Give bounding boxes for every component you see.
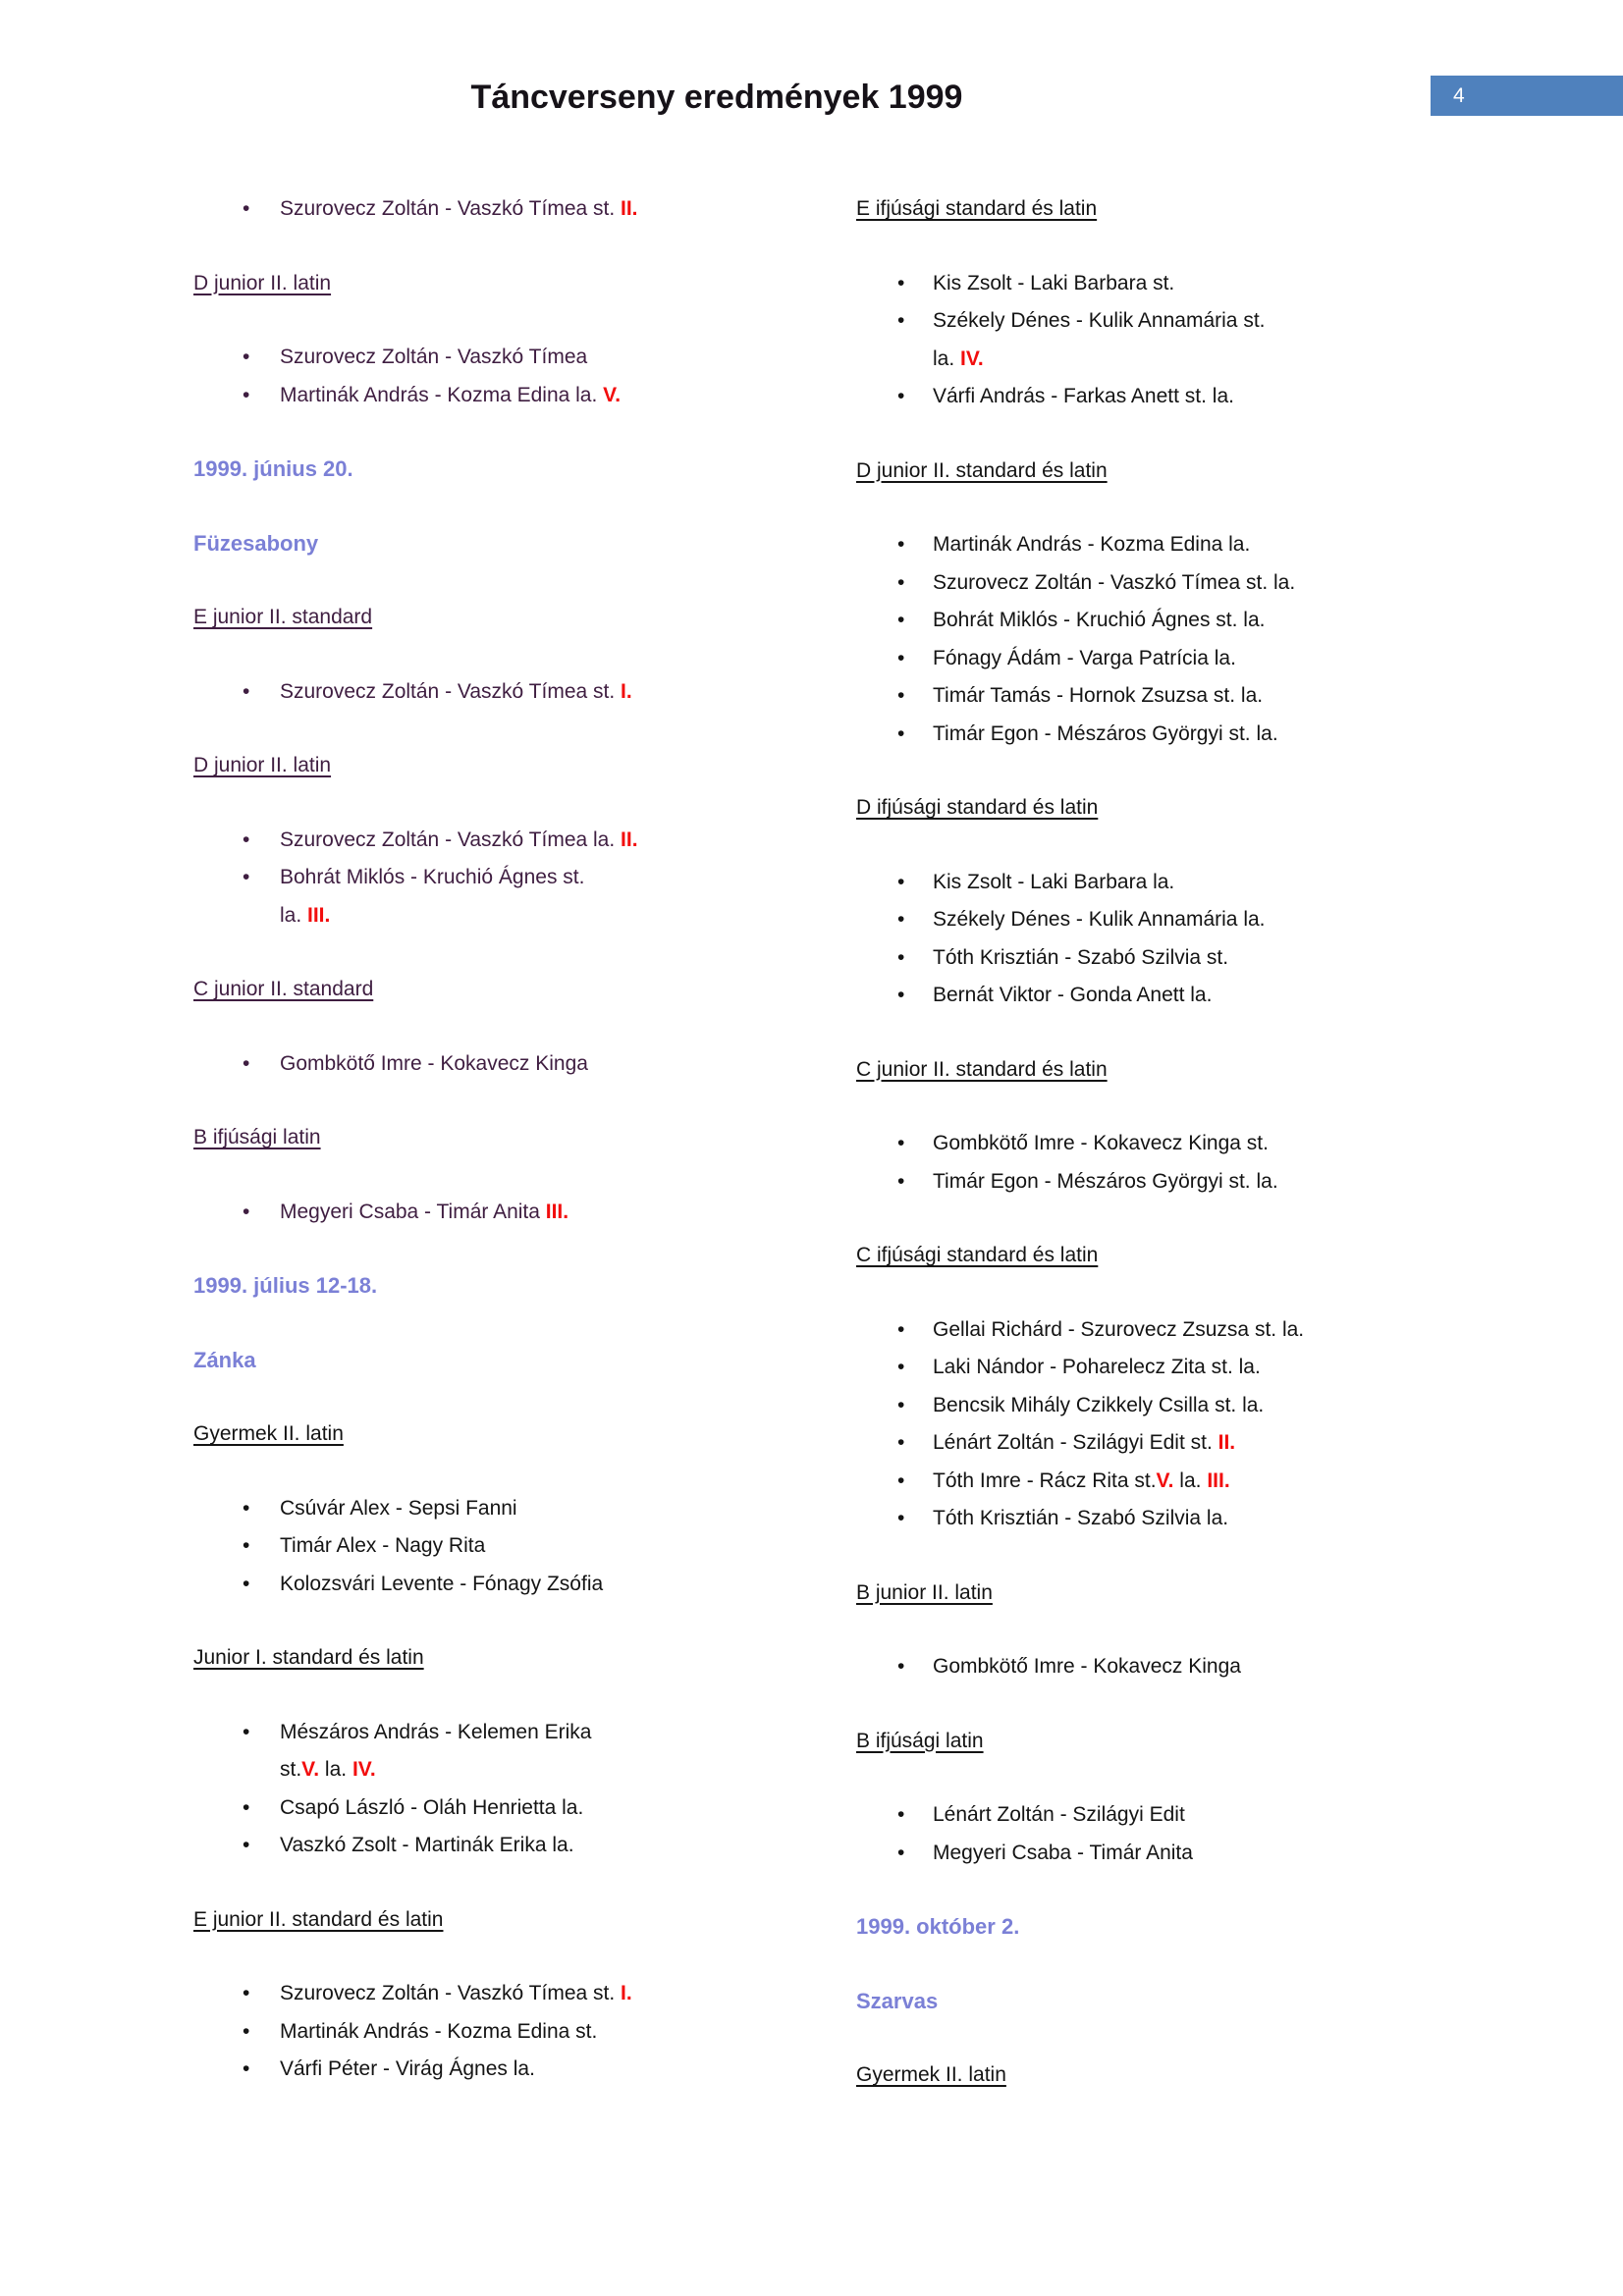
result-item bbox=[856, 1835, 1504, 1873]
bullet-icon: • bbox=[897, 1431, 905, 1454]
result-list bbox=[856, 864, 1504, 1015]
result-item bbox=[856, 1125, 1504, 1163]
result-text: Mészáros András - Kelemen Erika bbox=[280, 1720, 592, 1743]
section-heading: Gyermek II. latin bbox=[856, 2063, 1006, 2086]
result-item bbox=[856, 1500, 1504, 1538]
section-heading: B ifjúsági latin bbox=[856, 1729, 984, 1752]
bullet-icon: • bbox=[897, 1841, 905, 1864]
section-heading: B junior II. latin bbox=[856, 1580, 993, 1604]
result-text: Csapó László - Oláh Henrietta la. bbox=[280, 1795, 584, 1819]
result-item bbox=[856, 1424, 1504, 1463]
result-item bbox=[193, 859, 802, 897]
bullet-icon: • bbox=[243, 346, 250, 368]
result-item bbox=[856, 1311, 1504, 1350]
bullet-icon: • bbox=[897, 1132, 905, 1154]
bullet-icon: • bbox=[897, 646, 905, 669]
bullet-icon: • bbox=[243, 828, 250, 851]
rank-value: III. bbox=[545, 1200, 569, 1223]
event-date: 1999. június 20. bbox=[193, 456, 353, 481]
result-text: Kis Zsolt - Laki Barbara st. bbox=[933, 271, 1175, 294]
result-item bbox=[193, 2051, 802, 2089]
result-text: la. bbox=[319, 1758, 352, 1781]
event-city: Szarvas bbox=[856, 1988, 939, 2013]
result-item-continuation bbox=[856, 341, 1504, 379]
result-item bbox=[193, 1714, 802, 1752]
bullet-icon: • bbox=[243, 2057, 250, 2080]
bullet-icon: • bbox=[243, 1572, 250, 1595]
rank-value: III. bbox=[1207, 1468, 1230, 1492]
bullet-icon: • bbox=[897, 945, 905, 969]
result-list bbox=[193, 1714, 802, 1865]
result-list bbox=[193, 1045, 802, 1084]
result-text: Várfi Péter - Virág Ágnes la. bbox=[280, 2057, 535, 2080]
result-text: la. bbox=[933, 347, 961, 370]
result-list bbox=[193, 1490, 802, 1604]
result-text: la. bbox=[280, 903, 308, 927]
result-text: Gombkötő Imre - Kokavecz Kinga bbox=[280, 1051, 588, 1075]
result-item bbox=[193, 1566, 802, 1604]
result-item bbox=[856, 602, 1504, 640]
result-text: Vaszkó Zsolt - Martinák Erika la. bbox=[280, 1834, 574, 1856]
result-text: Kolozsvári Levente - Fónagy Zsófia bbox=[280, 1572, 604, 1595]
result-item bbox=[856, 1648, 1504, 1686]
result-text: Tóth Imre - Rácz Rita st. bbox=[933, 1468, 1157, 1492]
rank-value: IV. bbox=[960, 347, 984, 370]
bullet-icon: • bbox=[897, 1507, 905, 1529]
bullet-icon: • bbox=[897, 609, 905, 631]
result-text: Szurovecz Zoltán - Vaszkó Tímea st. bbox=[280, 197, 622, 220]
result-text: Szurovecz Zoltán - Vaszkó Tímea bbox=[280, 346, 588, 368]
result-text: Csúvár Alex - Sepsi Fanni bbox=[280, 1496, 517, 1520]
result-item bbox=[856, 977, 1504, 1015]
event-city: Füzesabony bbox=[193, 530, 319, 556]
rank-value: V. bbox=[603, 383, 622, 406]
result-list bbox=[856, 265, 1504, 416]
section-heading: B ifjúsági latin bbox=[193, 1126, 321, 1148]
result-text: Gombkötő Imre - Kokavecz Kinga st. bbox=[933, 1132, 1269, 1154]
rank-value: IV. bbox=[352, 1758, 376, 1781]
result-list bbox=[856, 1796, 1504, 1872]
bullet-icon: • bbox=[243, 679, 250, 703]
result-item bbox=[193, 2013, 802, 2052]
section-heading: E junior II. standard bbox=[193, 606, 373, 628]
result-list bbox=[856, 1311, 1504, 1538]
result-text: Szurovecz Zoltán - Vaszkó Tímea st. bbox=[280, 1982, 622, 2004]
result-text: Lénárt Zoltán - Szilágyi Edit st. bbox=[933, 1431, 1218, 1454]
result-item bbox=[193, 1827, 802, 1865]
rank-value: II. bbox=[621, 197, 638, 220]
rank-value: III. bbox=[307, 903, 331, 927]
result-text: Martinák András - Kozma Edina la. bbox=[280, 383, 604, 406]
result-item bbox=[856, 1163, 1504, 1201]
result-item bbox=[856, 378, 1504, 416]
section-heading: C ifjúsági standard és latin bbox=[856, 1244, 1099, 1266]
bullet-icon: • bbox=[243, 866, 250, 888]
bullet-icon: • bbox=[897, 1468, 905, 1492]
section-heading: E ifjúsági standard és latin bbox=[856, 197, 1098, 220]
bullet-icon: • bbox=[897, 908, 905, 931]
bullet-icon: • bbox=[897, 533, 905, 556]
bullet-icon: • bbox=[897, 385, 905, 407]
section-heading: D junior II. latin bbox=[193, 271, 332, 294]
bullet-icon: • bbox=[897, 1803, 905, 1826]
result-item bbox=[193, 1194, 802, 1232]
result-item bbox=[856, 939, 1504, 978]
result-item bbox=[856, 526, 1504, 564]
result-text: Székely Dénes - Kulik Annamária st. bbox=[933, 309, 1266, 332]
result-text: Martinák András - Kozma Edina st. bbox=[280, 2019, 598, 2043]
result-item bbox=[193, 1527, 802, 1566]
result-item-continuation bbox=[193, 897, 802, 935]
result-text: Laki Nándor - Poharelecz Zita st. la. bbox=[933, 1356, 1261, 1378]
bullet-icon: • bbox=[243, 1051, 250, 1075]
result-list bbox=[193, 339, 802, 414]
result-item bbox=[856, 716, 1504, 754]
result-item bbox=[193, 190, 802, 229]
bullet-icon: • bbox=[243, 197, 250, 220]
section-heading: C junior II. standard bbox=[193, 978, 374, 1000]
rank-value: I. bbox=[621, 679, 632, 703]
bullet-icon: • bbox=[897, 1356, 905, 1378]
result-text: Gombkötő Imre - Kokavecz Kinga bbox=[933, 1655, 1241, 1678]
result-text: Timár Egon - Mészáros Györgyi st. la. bbox=[933, 1169, 1278, 1193]
bullet-icon: • bbox=[243, 1795, 250, 1819]
event-date: 1999. október 2. bbox=[856, 1914, 1020, 1939]
result-item bbox=[193, 1490, 802, 1528]
bullet-icon: • bbox=[897, 570, 905, 594]
section-heading: Junior I. standard és latin bbox=[193, 1646, 424, 1669]
rank-value: II. bbox=[1217, 1431, 1236, 1454]
result-list bbox=[856, 1648, 1504, 1686]
result-item bbox=[193, 1975, 802, 2013]
section-heading: D junior II. standard és latin bbox=[856, 458, 1108, 482]
result-list bbox=[193, 1194, 802, 1232]
page-number-badge bbox=[1431, 76, 1623, 116]
result-text: Timár Egon - Mészáros Györgyi st. la. bbox=[933, 721, 1278, 745]
result-item bbox=[856, 640, 1504, 678]
event-date: 1999. július 12-18. bbox=[193, 1273, 378, 1298]
result-text: st. bbox=[280, 1758, 302, 1781]
result-text: Szurovecz Zoltán - Vaszkó Tímea st. bbox=[280, 679, 622, 703]
bullet-icon: • bbox=[897, 1655, 905, 1678]
result-text: Gellai Richárd - Szurovecz Zsuzsa st. la. bbox=[933, 1317, 1305, 1341]
section-heading: D junior II. latin bbox=[193, 754, 332, 776]
result-item-continuation bbox=[193, 1751, 802, 1789]
column-right bbox=[856, 190, 1504, 2131]
bullet-icon: • bbox=[897, 1317, 905, 1341]
result-list bbox=[193, 190, 802, 229]
result-text: Székely Dénes - Kulik Annamária la. bbox=[933, 908, 1266, 931]
result-text: Bohrát Miklós - Kruchió Ágnes st. la. bbox=[933, 609, 1266, 631]
bullet-icon: • bbox=[897, 271, 905, 294]
result-item bbox=[856, 1387, 1504, 1425]
bullet-icon: • bbox=[243, 1200, 250, 1223]
result-text: Tóth Krisztián - Szabó Szilvia st. bbox=[933, 945, 1229, 969]
result-item bbox=[856, 1463, 1504, 1501]
page-title: Táncverseny eredmények 1999 bbox=[470, 79, 963, 116]
result-item bbox=[856, 677, 1504, 716]
section-heading: E junior II. standard és latin bbox=[193, 1907, 444, 1931]
result-text: Bencsik Mihály Czikkely Csilla st. la. bbox=[933, 1393, 1265, 1416]
result-item bbox=[856, 265, 1504, 303]
event-city: Zánka bbox=[193, 1347, 256, 1372]
bullet-icon: • bbox=[243, 2019, 250, 2043]
result-text: la. bbox=[1173, 1468, 1208, 1492]
rank-value: I. bbox=[621, 1982, 632, 2004]
section-heading: Gyermek II. latin bbox=[193, 1422, 344, 1445]
page-number: 4 bbox=[1453, 84, 1465, 107]
column-left bbox=[193, 190, 802, 2125]
result-text: Martinák András - Kozma Edina la. bbox=[933, 533, 1251, 556]
result-text: Timár Alex - Nagy Rita bbox=[280, 1534, 486, 1557]
bullet-icon: • bbox=[897, 984, 905, 1006]
rank-value: V. bbox=[1156, 1468, 1174, 1492]
result-item bbox=[193, 339, 802, 377]
result-item bbox=[193, 1045, 802, 1084]
result-item bbox=[856, 302, 1504, 341]
bullet-icon: • bbox=[243, 1496, 250, 1520]
result-text: Bernát Viktor - Gonda Anett la. bbox=[933, 984, 1213, 1006]
result-list bbox=[193, 1975, 802, 2089]
result-list bbox=[193, 673, 802, 712]
result-text: Tóth Krisztián - Szabó Szilvia la. bbox=[933, 1507, 1229, 1529]
bullet-icon: • bbox=[897, 1169, 905, 1193]
bullet-icon: • bbox=[243, 1834, 250, 1856]
result-text: Várfi András - Farkas Anett st. la. bbox=[933, 385, 1234, 407]
bullet-icon: • bbox=[897, 309, 905, 332]
result-text: Timár Tamás - Hornok Zsuzsa st. la. bbox=[933, 684, 1264, 707]
bullet-icon: • bbox=[897, 684, 905, 707]
result-item bbox=[193, 822, 802, 860]
result-item bbox=[856, 1349, 1504, 1387]
bullet-icon: • bbox=[897, 1393, 905, 1416]
result-text: Megyeri Csaba - Timár Anita bbox=[280, 1200, 546, 1223]
result-item bbox=[856, 1796, 1504, 1835]
result-item bbox=[856, 864, 1504, 902]
result-item bbox=[193, 673, 802, 712]
result-list bbox=[193, 822, 802, 935]
bullet-icon: • bbox=[243, 1982, 250, 2004]
result-item bbox=[856, 564, 1504, 603]
bullet-icon: • bbox=[897, 721, 905, 745]
result-text: Megyeri Csaba - Timár Anita bbox=[933, 1841, 1193, 1864]
result-text: Fónagy Ádám - Varga Patrícia la. bbox=[933, 646, 1236, 669]
result-text: Lénárt Zoltán - Szilágyi Edit bbox=[933, 1803, 1185, 1826]
result-item bbox=[193, 377, 802, 415]
result-text: Szurovecz Zoltán - Vaszkó Tímea st. la. bbox=[933, 570, 1296, 594]
bullet-icon: • bbox=[243, 1534, 250, 1557]
section-heading: D ifjúsági standard és latin bbox=[856, 796, 1099, 819]
result-list bbox=[856, 526, 1504, 753]
result-item bbox=[856, 901, 1504, 939]
result-list bbox=[856, 1125, 1504, 1201]
result-text: Bohrát Miklós - Kruchió Ágnes st. bbox=[280, 866, 585, 888]
result-item bbox=[193, 1789, 802, 1828]
bullet-icon: • bbox=[243, 1720, 250, 1743]
bullet-icon: • bbox=[243, 383, 250, 406]
section-heading: C junior II. standard és latin bbox=[856, 1057, 1108, 1081]
result-text: Kis Zsolt - Laki Barbara la. bbox=[933, 870, 1175, 893]
rank-value: II. bbox=[621, 828, 638, 851]
result-text: Szurovecz Zoltán - Vaszkó Tímea la. bbox=[280, 828, 622, 851]
rank-value: V. bbox=[301, 1758, 320, 1781]
bullet-icon: • bbox=[897, 870, 905, 893]
